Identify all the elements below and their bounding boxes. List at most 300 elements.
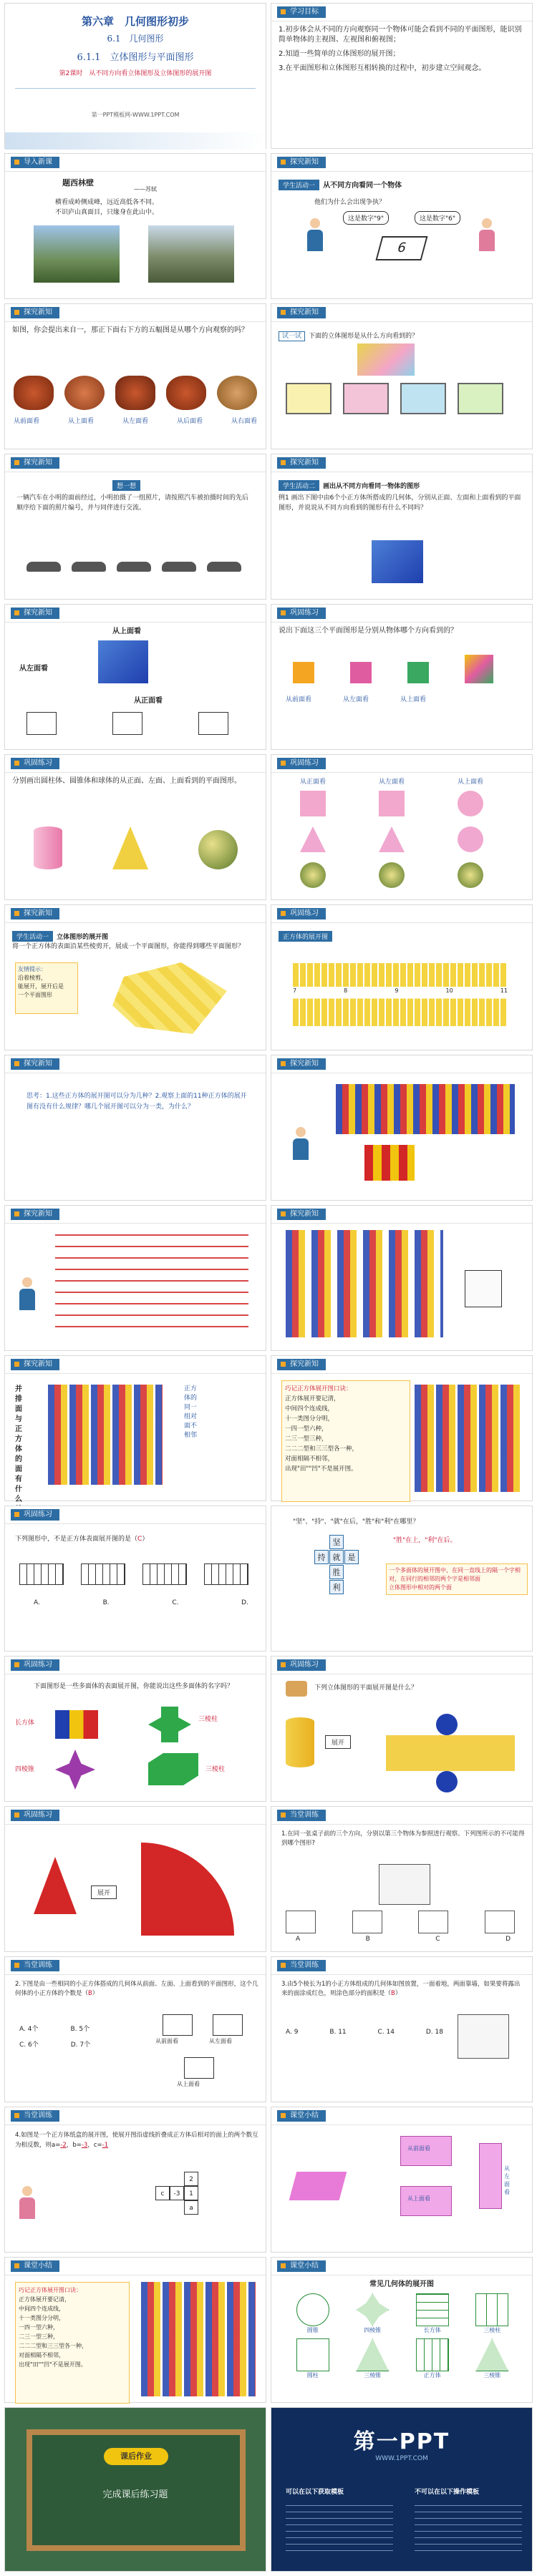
car-photo — [117, 562, 151, 572]
word-cell: 是 — [344, 1550, 359, 1564]
nets-with-cube — [286, 1230, 443, 1337]
view-label: 从左面看 — [504, 2165, 510, 2195]
activity-title: 画出从不同方向看同一物体的图形 — [323, 483, 420, 490]
brand-logo: 第一PPT — [353, 2429, 450, 2454]
slide-homework[interactable] — [4, 2407, 266, 2572]
cover-section: 6.1 几何图形 — [107, 34, 164, 44]
goal-item-3: 3.在平面图形和立体图形互相转换的过程中，初步建立空间观念。 — [279, 64, 486, 72]
view-option — [286, 383, 332, 414]
car-photo — [207, 562, 241, 572]
slide-activity2[interactable] — [271, 454, 533, 600]
cone-shape — [34, 1857, 77, 1914]
slide-intro[interactable] — [4, 153, 266, 299]
summary-title: 常见几何体的展开图 — [369, 2280, 434, 2288]
net-item — [402, 2293, 463, 2334]
shape-view — [350, 662, 372, 683]
exercise-question-text: 下列图形中，不是正方体表面展开图的是（ — [15, 1536, 138, 1543]
rules-line: 中间四个连成线， — [285, 1405, 334, 1413]
view-label: 从上面看 — [407, 2195, 430, 2202]
slide-activity3[interactable] — [4, 904, 266, 1050]
rules-line: 正方体展开要记清， — [19, 2296, 70, 2303]
header-tag: 巩固练习 — [11, 758, 59, 769]
book-icon — [286, 1681, 307, 1697]
slide-consolidate3[interactable] — [4, 1656, 266, 1802]
side-text-line: 么 — [15, 1496, 22, 1503]
slide-exercise[interactable] — [4, 1506, 266, 1652]
net-option[interactable] — [142, 1563, 187, 1585]
net-label: 三棱柱 — [205, 1766, 226, 1773]
header-tag: 当堂训练 — [277, 1810, 326, 1821]
view-top-label: 从上面看 — [112, 628, 141, 635]
tip-line: 一个平面图形 — [18, 992, 52, 998]
option-figure[interactable] — [485, 1911, 515, 1933]
rules-line: 十一类图分分明， — [19, 2315, 64, 2321]
cone-net — [141, 1843, 234, 1936]
view-grid — [184, 2057, 214, 2079]
exercise-options — [19, 1563, 248, 1585]
colored-net — [364, 1145, 415, 1181]
header-tag: 课堂小结 — [277, 2260, 326, 2272]
practice-question: 3.由5个棱长为1的小正方体组成的几何体如图放置，一面着地，两面靠墙，如果要将露出来的面涂成红色，则涂色部分的面积是（B） — [281, 1981, 521, 1997]
cylinder-front — [300, 791, 326, 816]
rules-line: 出现"田""凹"不是展开图。 — [19, 2361, 87, 2368]
header-tag: 探究新知 — [277, 1058, 326, 1070]
slide-practice4[interactable] — [4, 2107, 266, 2253]
goal-item-2: 2.知道一些简单的立体图形的展开图； — [279, 50, 400, 58]
cover-subsection: 6.1.1 立体图形与平面图形 — [77, 52, 194, 63]
divider — [15, 88, 256, 89]
rules-title: 巧记正方体展开图口诀： — [19, 2287, 82, 2293]
header-tag: 探究新知 — [277, 157, 326, 168]
rules-line: 二二二型和三三型各一种， — [19, 2343, 87, 2349]
header-tag: 当堂训练 — [11, 1960, 59, 1971]
header-tag: 学习目标 — [277, 6, 326, 18]
note-line: 同一 — [184, 1404, 198, 1411]
rules-line: 二三一型三种， — [19, 2333, 59, 2340]
view-grid — [163, 2014, 193, 2036]
view-label: 从前面看 — [286, 696, 312, 703]
slide-activity1[interactable] — [271, 153, 533, 299]
think-text: 思考：1.这些正方体的展开图可以分为几种？2.观察上面的11种正方体的展开图有没有什么规律？哪几个展开图可以分为一类，为什么？ — [26, 1093, 247, 1111]
word-note-line: 一个多面体的展开图中，在同一直线上的隔一个字相对，在同行的相邻的两个字是相邻面 — [389, 1567, 521, 1582]
side-text-line: 面有什 — [15, 1465, 22, 1493]
option-label: C — [435, 1936, 440, 1943]
slide-cars[interactable] — [4, 454, 266, 600]
option-label[interactable]: B. 5个 — [70, 2026, 90, 2033]
net-item — [283, 2293, 343, 2334]
view-left-label: 从左面看 — [19, 665, 48, 673]
slide-consolidate2-answer[interactable] — [271, 754, 533, 900]
vase-label: 从右面看 — [231, 418, 257, 425]
option-label[interactable]: D. 7个 — [70, 2041, 91, 2049]
slide-views[interactable] — [4, 604, 266, 750]
practice-text: ，b= — [66, 2142, 82, 2149]
option-figure[interactable] — [352, 1911, 382, 1933]
cubes-figure — [458, 2014, 509, 2059]
girl-figure — [479, 218, 495, 254]
note-line: 组对 — [184, 1413, 198, 1420]
activity-caption: 他们为什么会出现争执？ — [314, 199, 386, 206]
view-option — [400, 383, 446, 414]
tip-line: 能展开，展开后是 — [18, 983, 64, 990]
header-tag: 巩固练习 — [11, 1659, 59, 1671]
practice-question: 1.在同一张桌子前的三个方向，分别以第三个物体为参照进行观察。下列图所示的不可能得到哪个图形? — [281, 1830, 525, 1847]
side-text-line: 面与正 — [15, 1405, 22, 1433]
word-note — [386, 1563, 528, 1595]
net-name: 四棱锥 — [364, 2327, 382, 2333]
net-item — [343, 2338, 403, 2379]
sphere-left — [379, 862, 405, 888]
cuboid-net — [55, 1710, 98, 1739]
activity-tag: 学生活动二 — [279, 480, 319, 491]
vase-photo — [115, 376, 155, 410]
note-line: 正方 — [184, 1385, 198, 1392]
brand-left-title: 可以在以下获取模板 — [286, 2489, 344, 2496]
practice-answer: B — [391, 1990, 395, 1997]
practice-options — [19, 2021, 90, 2053]
vase-label: 从前面看 — [14, 418, 40, 425]
cover-footer: 第一PPT模板网-WWW.1PPT.COM — [91, 112, 180, 118]
exercise-answer: C — [137, 1536, 142, 1543]
teacher-figure — [19, 1277, 35, 1313]
brand-left-list — [286, 2499, 393, 2557]
view-grid — [26, 712, 57, 735]
vase-photo — [217, 376, 257, 410]
prism-net — [148, 1707, 191, 1742]
header-tag: 导入新课 — [11, 157, 59, 168]
view-label: 从上面看 — [400, 696, 427, 703]
sphere-front — [300, 862, 326, 888]
header-tag: 探究新知 — [11, 1359, 59, 1370]
unfold-arrow: 展开 — [325, 1735, 351, 1749]
pyramid-net — [55, 1750, 95, 1790]
slide-practice1[interactable] — [271, 1806, 533, 1952]
net-name: 三棱锥 — [364, 2372, 382, 2379]
note-text — [184, 1385, 210, 1440]
poem-line-1: 横看成岭侧成峰，远近高低各不同。 — [55, 199, 159, 206]
slide-summary-nets[interactable] — [271, 2257, 533, 2403]
word-question: "坚"、"持"、"就"在后，"胜"和"利"在哪里？ — [293, 1518, 420, 1526]
practice-question — [15, 2130, 258, 2150]
view-left — [479, 2143, 502, 2209]
header-tag: 巩固练习 — [277, 908, 326, 919]
option-label: B — [365, 1936, 370, 1943]
cover-lesson: 第2课时 从不同方向看立体图形及立体图形的展开图 — [59, 70, 212, 77]
view-label: 从正面看 — [300, 779, 326, 786]
vase-label: 从后面看 — [176, 418, 203, 425]
header-tag: 探究新知 — [277, 1359, 326, 1370]
rules-nets — [141, 2282, 256, 2396]
student-figure — [19, 2186, 35, 2222]
header-tag: 探究新知 — [11, 457, 59, 469]
rules-box — [15, 2282, 130, 2404]
poem-line-2: 不识庐山真面目，只缘身在此山中。 — [55, 209, 159, 216]
poem-author: ——苏轼 — [134, 186, 157, 192]
cube-stack — [98, 640, 148, 683]
cube-stack — [372, 540, 423, 583]
option-label[interactable]: D. 18 — [425, 2029, 443, 2036]
option-figure[interactable] — [286, 1911, 316, 1933]
header-tag: 巩固练习 — [11, 1810, 59, 1821]
rules-line: 正方体展开要记清， — [285, 1395, 340, 1402]
net-option[interactable] — [81, 1563, 125, 1585]
view-option — [458, 383, 503, 414]
header-tag: 巩固练习 — [277, 608, 326, 619]
vase-label: 从左面看 — [122, 418, 148, 425]
unfold-arrow: 展开 — [91, 1885, 117, 1899]
slide-consolidate1[interactable] — [271, 604, 533, 750]
side-text-line: 并排 — [15, 1385, 22, 1403]
homework-text: 完成课后练习题 — [102, 2489, 168, 2500]
option-label[interactable]: B. 11 — [329, 2029, 347, 2036]
shape-view — [293, 662, 314, 683]
teacher-figure — [293, 1127, 309, 1163]
slide-practice3[interactable] — [271, 1956, 533, 2102]
header-tag: 探究新知 — [11, 307, 59, 318]
rules-title: 巧记正方体展开图口诀： — [285, 1385, 352, 1392]
number-net — [155, 2172, 198, 2215]
option-labels — [34, 1599, 248, 1606]
rules-line: 一四一型六种， — [285, 1425, 328, 1433]
activity-tag: 学生活动一 — [12, 931, 53, 942]
activity-text: 将一个正方体的表面沿某些棱剪开，展成一个平面图形，你能得到哪些平面图形？ — [12, 943, 245, 950]
word-note-line: 立体图形中相对的两个面 — [389, 1584, 452, 1591]
sphere-shape — [198, 830, 238, 869]
consolidate-question: 下列立体图形的平面展开图是什么？ — [314, 1684, 418, 1692]
tip-box — [15, 962, 78, 1014]
prism-net — [148, 1753, 198, 1785]
brand-url: WWW.1PPT.COM — [375, 2455, 428, 2462]
net-cell: 2 — [184, 2172, 198, 2186]
car-photo — [26, 562, 61, 572]
goal-item-1: 1.初步体会从不同的方向观察同一个物体可能会看到不同的平面图形，能识别简单物体的主视图、左视图和俯视图； — [279, 26, 522, 44]
view-grid — [213, 2014, 243, 2036]
view-label: 从左面看 — [343, 696, 369, 703]
net-label: 四棱锥 — [15, 1766, 35, 1773]
option-label: D — [505, 1936, 511, 1943]
net-item — [463, 2293, 523, 2334]
net-number: 8 — [344, 987, 348, 994]
header-tag: 课堂小结 — [277, 2110, 326, 2122]
car-photos — [26, 562, 241, 572]
rules-line: 中间四个连成线， — [19, 2306, 64, 2312]
word-cell: 持 — [314, 1550, 329, 1564]
option-label[interactable]: A. 9 — [286, 2029, 299, 2036]
activity-title: 从不同方向看同一个物体 — [323, 182, 402, 190]
slide-goals[interactable] — [271, 3, 533, 149]
word-net — [314, 1535, 359, 1594]
net-number: 11 — [500, 987, 508, 994]
slide-summary-rules[interactable] — [4, 2257, 266, 2403]
classified-nets — [55, 1230, 248, 1337]
net-name: 正方体 — [423, 2372, 441, 2379]
speech-bubble-9: 这是数字"9" — [343, 211, 389, 225]
net-cell: c — [155, 2186, 170, 2200]
slide-vase[interactable] — [4, 303, 266, 449]
sphere-top — [458, 862, 483, 888]
view-label: 从左面看 — [379, 779, 405, 786]
view-label: 从前面看 — [407, 2145, 430, 2152]
cars-text: 一辆汽车在小明的面前经过，小明拍摄了一组照片，请按照汽车被拍摄时间的先后顺序给下面的照片编号，并与同伴进行交流。 — [16, 494, 249, 512]
net-number: 10 — [445, 987, 453, 994]
option-label[interactable]: C. 14 — [377, 2029, 395, 2036]
header-tag: 巩固练习 — [277, 1659, 326, 1671]
blank-b[interactable]: -3 — [81, 2142, 88, 2149]
slide-consolidate4-answer[interactable] — [4, 1806, 266, 1952]
word-cell: 胜 — [329, 1565, 344, 1579]
try-label: 试一试 — [279, 331, 305, 341]
cylinder-top — [458, 791, 483, 816]
vase-label: 从上面看 — [67, 418, 94, 425]
activity-tag: 学生活动一 — [279, 180, 319, 190]
note-line: 相邻 — [184, 1432, 198, 1439]
rules-line: 二三一型三种， — [285, 1435, 328, 1443]
slide-nets-cube[interactable] — [271, 1205, 533, 1351]
view-label: 从前面看 — [155, 2038, 178, 2044]
slide-consolidate4[interactable] — [271, 1656, 533, 1802]
header-tag: 探究新知 — [11, 1058, 59, 1070]
net-cell: -3 — [170, 2186, 184, 2200]
practice-question: 2.下图是由一些相同的小正方体搭成的几何体从前面、左面、上面看到的平面图形，这个几何体的小正方体的个数是（B） — [15, 1981, 258, 1997]
vase-photo — [64, 376, 105, 410]
consolidate-question: 分别画出圆柱体、圆锥体和球体的从正面、左面、上面看到的平面图形。 — [12, 777, 241, 785]
practice-question-text: 3.由5个棱长为1的小正方体组成的几何体如图放置，一面着地，两面靠墙，如果要将露出来的面涂成红色，则涂色部分的面积是（ — [281, 1981, 521, 1997]
slide-consolidate2[interactable] — [4, 754, 266, 900]
example-text: 例1 画出下图中由6个小正方体所搭成的几何体，分别从正面、左面和上面看到的平面图形，并说说从不同方向看到的图形有什么不同吗？ — [279, 494, 521, 512]
slide-word-cube[interactable] — [271, 1506, 533, 1652]
option-label: A. — [34, 1599, 40, 1606]
net-option[interactable] — [19, 1563, 64, 1585]
word-answer: "胜"在上，"利"在后。 — [393, 1537, 457, 1544]
cylinder-shape — [34, 826, 62, 869]
slide-brand[interactable] — [271, 2407, 533, 2572]
word-cell: 利 — [329, 1580, 344, 1594]
vase-photo — [166, 376, 206, 410]
slide-cube-nets[interactable] — [271, 904, 533, 1050]
header-tag: 当堂训练 — [277, 1960, 326, 1971]
activity-title: 立体图形的展开图 — [57, 934, 109, 941]
view-label: 从左面看 — [209, 2038, 232, 2044]
slide-practice2[interactable] — [4, 1956, 266, 2102]
cone-left — [379, 826, 405, 852]
word-cell: 坚 — [329, 1535, 344, 1549]
option-label: D. — [241, 1599, 248, 1606]
option-label[interactable]: A. 4个 — [19, 2026, 39, 2033]
digit-card: 6 — [375, 236, 427, 260]
net-name: 长方体 — [423, 2327, 441, 2333]
tip-title: 友情提示： — [18, 966, 47, 972]
cone-front — [300, 826, 326, 852]
option-label: B. — [102, 1599, 110, 1606]
practice-options — [286, 1911, 515, 1933]
view-grid — [198, 712, 228, 735]
cover-band — [5, 132, 266, 150]
slide-think[interactable] — [4, 1055, 266, 1201]
cube-nets-grid — [293, 955, 508, 1034]
shape-view — [407, 662, 429, 683]
option-label: C. — [172, 1599, 179, 1606]
think-tag: 想一想 — [112, 480, 140, 491]
slide-rules[interactable] — [271, 1355, 533, 1501]
rules-line: 二二二型和三三型各一种， — [285, 1445, 359, 1453]
slide-try[interactable] — [271, 303, 533, 449]
slide-summary-views[interactable] — [271, 2107, 533, 2253]
net-item — [463, 2338, 523, 2379]
try-question: 下面的立体图形是从什么方向看到的？ — [309, 333, 419, 340]
option-figure[interactable] — [418, 1911, 448, 1933]
view-grid — [112, 712, 142, 735]
cylinder-left — [379, 791, 405, 816]
slide-nets-classify[interactable] — [4, 1205, 266, 1351]
practice-options — [286, 2029, 443, 2036]
slide-nets-color[interactable] — [271, 1055, 533, 1201]
net-cell: 1 — [184, 2186, 198, 2200]
blank-a[interactable]: -2 — [60, 2142, 67, 2149]
header-tag: 巩固练习 — [11, 1509, 59, 1521]
option-labels — [296, 1936, 511, 1943]
header-tag: 课堂小结 — [11, 2260, 59, 2272]
header-tag: 巩固练习 — [277, 758, 326, 769]
net-item — [402, 2338, 463, 2379]
cylinder-net — [386, 1714, 515, 1792]
unfolding-cube — [112, 962, 227, 1034]
note-line: 面不 — [184, 1423, 198, 1430]
rules-line: 出现"田""凹"不是展开图。 — [285, 1465, 357, 1473]
cone-shape — [112, 826, 148, 869]
side-text-line: 方体的 — [15, 1435, 22, 1463]
header-tag: 探究新知 — [11, 908, 59, 919]
slide-cover[interactable] — [4, 3, 266, 149]
rules-box — [281, 1380, 410, 1502]
net-name: 三棱锥 — [483, 2372, 501, 2379]
solid-figure — [465, 655, 493, 683]
mountain-photo-2 — [148, 225, 234, 283]
net-item — [343, 2293, 403, 2334]
boy-figure — [307, 218, 323, 254]
net-cell: a — [184, 2200, 198, 2215]
option-label[interactable]: C. 6个 — [19, 2041, 39, 2049]
colored-nets — [336, 1084, 515, 1134]
header-tag: 探究新知 — [11, 1209, 59, 1220]
view-label: 从上面看 — [177, 2081, 200, 2087]
rules-line: 对面相隔不相邻， — [285, 1455, 334, 1463]
view-option — [343, 383, 389, 414]
vase-photos — [14, 376, 257, 410]
rules-line: 对面相隔不相邻， — [19, 2352, 64, 2358]
net-number: 7 — [293, 987, 297, 994]
poem-title: 题西林壁 — [62, 178, 94, 187]
word-cell: 就 — [329, 1550, 344, 1564]
net-label: 长方体 — [15, 1719, 35, 1727]
vase-question: 如图，你会提出来自一，那正下面右下方的五幅图是从哪个方向观察的吗？ — [12, 326, 248, 334]
tip-line: 沿着棱剪， — [18, 975, 47, 981]
net-option[interactable] — [204, 1563, 248, 1585]
side-text — [15, 1385, 26, 1525]
header-tag: 当堂训练 — [11, 2110, 59, 2122]
slide-nets-relation[interactable] — [4, 1355, 266, 1501]
nets-figure — [48, 1385, 163, 1485]
option-label: A — [296, 1936, 301, 1943]
car-photo — [162, 562, 196, 572]
vase-labels — [14, 416, 257, 425]
rules-line: 十一类图分分明， — [285, 1415, 334, 1423]
exercise-question — [15, 1533, 148, 1543]
net-item — [283, 2338, 343, 2379]
net-name: 三棱柱 — [483, 2327, 501, 2333]
practice-text: ，c= — [87, 2142, 102, 2149]
blank-c[interactable]: -1 — [102, 2142, 109, 2149]
rules-nets — [415, 1385, 522, 1492]
